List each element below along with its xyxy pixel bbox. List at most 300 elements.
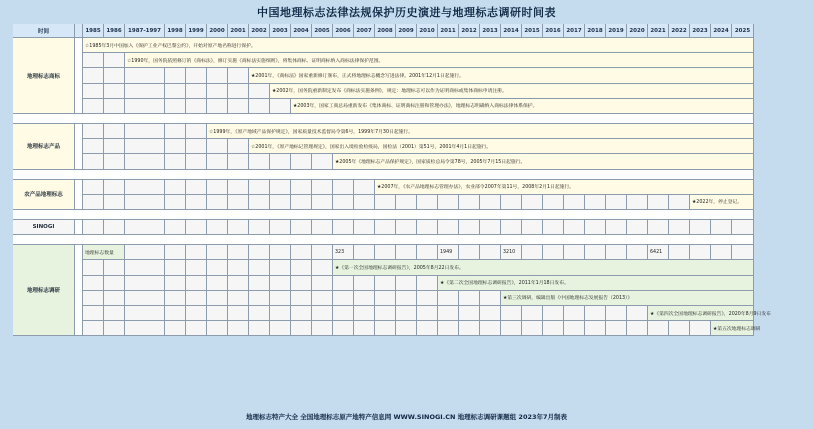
grid-cell [228, 220, 249, 235]
grid-cell [312, 154, 333, 169]
grid-cell [438, 306, 459, 321]
grid-cell [270, 154, 291, 169]
grid-cell [104, 68, 125, 83]
grid-cell [354, 245, 375, 260]
timeline-event: ★2003年，国家工商总局重新发布《集体商标、证明商标注册和管理办法》，地理标志明确纳入商标法律体系保护。 [291, 99, 754, 114]
header-spacer [75, 24, 83, 38]
category-side [75, 220, 83, 235]
category-side [75, 180, 83, 210]
grid-cell [648, 220, 669, 235]
timeline-event: ★2005年《地理标志产品保护规定》，国家质检总局令第78号，2005年7月15日起施行。 [333, 154, 754, 169]
grid-cell [83, 68, 104, 83]
grid-cell [207, 84, 228, 99]
grid-cell [375, 321, 396, 336]
grid-cell [606, 306, 627, 321]
grid-cell [125, 321, 165, 336]
grid-cell [732, 245, 754, 260]
year-header: 2025 [732, 24, 754, 38]
grid-cell [522, 245, 543, 260]
grid-cell [186, 124, 207, 139]
grid-cell [104, 195, 125, 210]
grid-cell [417, 321, 438, 336]
grid-cell [104, 139, 125, 154]
grid-cell [228, 291, 249, 306]
grid-cell [186, 195, 207, 210]
grid-cell [375, 195, 396, 210]
timeline-event: ★2001年，《商标法》国家重新修订颁布，正式将地理标志概念写进法律。2001年12月1日起施行。 [249, 68, 754, 83]
year-header: 2023 [690, 24, 711, 38]
grid-cell [354, 276, 375, 291]
year-header: 2020 [627, 24, 648, 38]
grid-cell [186, 245, 207, 260]
grid-cell [669, 321, 690, 336]
grid-cell [312, 291, 333, 306]
grid-cell [627, 220, 648, 235]
year-header: 2002 [249, 24, 270, 38]
grid-cell [291, 260, 312, 275]
grid-cell [438, 195, 459, 210]
grid-cell [207, 321, 228, 336]
grid-cell [312, 306, 333, 321]
year-header: 2013 [480, 24, 501, 38]
year-header: 2012 [459, 24, 480, 38]
grid-cell [186, 321, 207, 336]
year-header: 2007 [354, 24, 375, 38]
category-side [75, 124, 83, 170]
grid-cell [438, 321, 459, 336]
grid-cell [291, 195, 312, 210]
grid-cell [125, 276, 165, 291]
grid-cell [125, 245, 165, 260]
grid-cell [396, 291, 417, 306]
grid-cell [333, 180, 354, 195]
grid-cell [83, 321, 104, 336]
grid-cell [606, 245, 627, 260]
grid-cell [104, 306, 125, 321]
section-separator [13, 170, 754, 180]
category-label: 地理标志调研 [13, 245, 75, 336]
grid-cell [125, 99, 165, 114]
grid-cell [186, 139, 207, 154]
grid-cell [501, 220, 522, 235]
grid-cell [459, 220, 480, 235]
grid-cell [186, 291, 207, 306]
grid-cell [125, 68, 165, 83]
grid-cell [104, 291, 125, 306]
grid-cell [249, 84, 270, 99]
grid-cell [165, 306, 186, 321]
grid-cell [480, 220, 501, 235]
grid-cell [270, 99, 291, 114]
grid-cell [165, 99, 186, 114]
grid-cell [186, 154, 207, 169]
grid-cell [125, 306, 165, 321]
grid-cell [690, 321, 711, 336]
grid-cell [711, 245, 732, 260]
grid-cell [417, 195, 438, 210]
grid-cell [375, 276, 396, 291]
grid-cell [125, 124, 165, 139]
grid-cell [543, 245, 564, 260]
grid-cell [396, 276, 417, 291]
year-header: 2005 [312, 24, 333, 38]
year-header: 2001 [228, 24, 249, 38]
grid-cell [165, 260, 186, 275]
grid-cell [585, 195, 606, 210]
grid-cell [83, 180, 104, 195]
grid-cell [438, 291, 459, 306]
grid-cell [417, 276, 438, 291]
year-header: 2022 [669, 24, 690, 38]
count-label: 地理标志数量 [83, 245, 125, 260]
grid-cell [543, 306, 564, 321]
grid-cell [375, 306, 396, 321]
grid-cell [165, 68, 186, 83]
grid-cell [522, 306, 543, 321]
grid-cell [249, 154, 270, 169]
grid-cell [104, 276, 125, 291]
grid-cell [228, 139, 249, 154]
year-header: 2024 [711, 24, 732, 38]
grid-cell [564, 220, 585, 235]
grid-cell [83, 306, 104, 321]
year-header: 2015 [522, 24, 543, 38]
grid-cell [648, 195, 669, 210]
grid-cell [228, 245, 249, 260]
year-header: 2011 [438, 24, 459, 38]
category-label: SINOGI [13, 220, 75, 235]
section-separator [13, 235, 754, 245]
grid-cell [375, 220, 396, 235]
grid-cell [104, 220, 125, 235]
grid-cell [312, 180, 333, 195]
year-header: 2004 [291, 24, 312, 38]
timeline-event: ★2022年，停止登记。 [690, 195, 754, 210]
grid-cell [270, 276, 291, 291]
year-header: 2003 [270, 24, 291, 38]
grid-cell [165, 321, 186, 336]
category-side [75, 38, 83, 114]
timeline-event: ★2002年，国务院重新制定发布《商标法实施条例》，规定：地理标志可以作为证明商标或集体商标申请注册。 [270, 84, 754, 99]
grid-cell [83, 195, 104, 210]
grid-cell [165, 291, 186, 306]
grid-cell [333, 306, 354, 321]
grid-cell [564, 245, 585, 260]
grid-cell [207, 195, 228, 210]
grid-cell [83, 53, 104, 68]
grid-cell [270, 321, 291, 336]
grid-cell [312, 276, 333, 291]
grid-cell [375, 245, 396, 260]
grid-cell [690, 220, 711, 235]
grid-cell [207, 154, 228, 169]
grid-cell [585, 321, 606, 336]
count-value: 1949 [440, 250, 453, 256]
grid-cell [83, 276, 104, 291]
grid-cell [249, 260, 270, 275]
grid-cell [249, 180, 270, 195]
timeline-event: ☆1999年，《原产地域产品保护规定》，国家质量技术监督局令第6号，1999年7月30日起施行。 [207, 124, 754, 139]
grid-cell [165, 154, 186, 169]
year-header: 1985 [83, 24, 104, 38]
grid-cell [165, 245, 186, 260]
grid-cell [228, 154, 249, 169]
grid-cell [104, 260, 125, 275]
grid-cell [207, 68, 228, 83]
grid-cell [459, 245, 480, 260]
grid-cell [207, 276, 228, 291]
grid-cell [104, 99, 125, 114]
year-header: 2014 [501, 24, 522, 38]
grid-cell [83, 139, 104, 154]
grid-cell [83, 260, 104, 275]
grid-cell [83, 154, 104, 169]
grid-cell [291, 276, 312, 291]
grid-cell [627, 321, 648, 336]
grid-cell [459, 306, 480, 321]
grid-cell [165, 124, 186, 139]
grid-cell [627, 306, 648, 321]
section-separator [13, 114, 754, 124]
grid-cell [585, 245, 606, 260]
grid-cell [125, 154, 165, 169]
grid-cell [228, 195, 249, 210]
grid-cell [585, 306, 606, 321]
grid-cell [417, 245, 438, 260]
grid-cell [627, 245, 648, 260]
grid-cell [396, 220, 417, 235]
grid-cell [165, 220, 186, 235]
grid-cell [207, 139, 228, 154]
grid-cell [270, 291, 291, 306]
grid-cell [207, 99, 228, 114]
grid-cell [522, 321, 543, 336]
grid-cell [480, 291, 501, 306]
year-header: 2000 [207, 24, 228, 38]
grid-cell [83, 124, 104, 139]
grid-cell [333, 291, 354, 306]
grid-cell [125, 139, 165, 154]
grid-cell [480, 306, 501, 321]
category-side [75, 245, 83, 336]
grid-cell [732, 220, 754, 235]
grid-cell [375, 291, 396, 306]
grid-cell [249, 195, 270, 210]
grid-cell [291, 220, 312, 235]
grid-cell [207, 306, 228, 321]
year-header: 1998 [165, 24, 186, 38]
grid-cell [249, 99, 270, 114]
grid-cell [333, 195, 354, 210]
grid-cell [228, 68, 249, 83]
year-header: 2016 [543, 24, 564, 38]
grid-cell [186, 99, 207, 114]
grid-cell [270, 220, 291, 235]
grid-cell [125, 195, 165, 210]
grid-cell [249, 276, 270, 291]
grid-cell [104, 154, 125, 169]
grid-cell [354, 321, 375, 336]
grid-cell [104, 180, 125, 195]
grid-cell [501, 195, 522, 210]
grid-cell [291, 245, 312, 260]
year-header: 2021 [648, 24, 669, 38]
grid-cell [459, 291, 480, 306]
grid-cell [543, 220, 564, 235]
grid-cell [354, 180, 375, 195]
timeline-event: ☆1985年3月中国加入《保护工业产权巴黎公约》，开始对原产地名称进行保护。 [83, 38, 754, 53]
grid-cell [249, 245, 270, 260]
grid-cell [354, 220, 375, 235]
grid-cell [501, 306, 522, 321]
grid-cell [270, 195, 291, 210]
grid-cell [648, 321, 669, 336]
grid-cell [165, 276, 186, 291]
grid-cell [186, 306, 207, 321]
grid-cell [606, 195, 627, 210]
grid-cell [270, 260, 291, 275]
grid-cell [207, 291, 228, 306]
grid-cell [522, 195, 543, 210]
grid-cell [228, 260, 249, 275]
timeline-event: ★《第一次全国地理标志调研报告》，2005年8月22日发布。 [333, 260, 754, 275]
grid-cell [606, 220, 627, 235]
grid-cell [543, 195, 564, 210]
grid-cell [669, 195, 690, 210]
grid-cell [417, 220, 438, 235]
grid-cell [291, 180, 312, 195]
grid-cell [312, 321, 333, 336]
grid-cell [270, 180, 291, 195]
year-header: 2006 [333, 24, 354, 38]
grid-cell [312, 220, 333, 235]
grid-cell [228, 84, 249, 99]
grid-cell [312, 195, 333, 210]
grid-cell [291, 321, 312, 336]
grid-cell [270, 306, 291, 321]
category-label: 农产品地理标志 [13, 180, 75, 210]
grid-cell [396, 321, 417, 336]
grid-cell [249, 321, 270, 336]
grid-cell [669, 245, 690, 260]
grid-cell [186, 84, 207, 99]
grid-cell [104, 84, 125, 99]
grid-cell [333, 220, 354, 235]
section-separator [13, 210, 754, 220]
grid-cell [83, 99, 104, 114]
grid-cell [564, 306, 585, 321]
page-footer: 地理标志特产大全 全国地理标志原产地特产信息网 WWW.SINOGI.CN 地理标志调研课题组 2023年7月制表 [245, 413, 568, 421]
grid-cell [564, 195, 585, 210]
count-value: 323 [335, 250, 345, 256]
timeline-event: ★第三次调研，编辑出版《中国地理标志发展报告（2013）》 [501, 291, 754, 306]
grid-cell [104, 124, 125, 139]
grid-cell [354, 195, 375, 210]
timeline-event: ★《第二次全国地理标志调研报告》，2011年1月18日发布。 [438, 276, 754, 291]
grid-cell [270, 245, 291, 260]
grid-cell [459, 321, 480, 336]
timeline-event: ☆2001年，《原产地标记管理规定》，国家出入境检验检疫局，国检法（2001）第51号，2001年4月1日起施行。 [249, 139, 754, 154]
year-header: 2009 [396, 24, 417, 38]
page-title: 中国地理标志法律法规保护历史演进与地理标志调研时间表 [257, 6, 556, 19]
grid-cell [165, 84, 186, 99]
grid-cell [480, 321, 501, 336]
grid-cell [396, 195, 417, 210]
grid-cell [606, 321, 627, 336]
year-header: 2008 [375, 24, 396, 38]
grid-cell [125, 260, 165, 275]
grid-cell [207, 260, 228, 275]
timeline-event: ★第五次地理标志调研 [711, 321, 754, 336]
grid-cell [104, 321, 125, 336]
year-header: 2018 [585, 24, 606, 38]
grid-cell [585, 220, 606, 235]
year-header: 1986 [104, 24, 125, 38]
grid-cell [186, 68, 207, 83]
grid-cell [354, 291, 375, 306]
grid-cell [690, 245, 711, 260]
grid-cell [396, 245, 417, 260]
year-header: 2017 [564, 24, 585, 38]
grid-cell [228, 276, 249, 291]
grid-cell [480, 195, 501, 210]
grid-cell [186, 220, 207, 235]
grid-cell [291, 154, 312, 169]
grid-cell [125, 84, 165, 99]
grid-cell [186, 260, 207, 275]
grid-cell [186, 180, 207, 195]
year-header: 1987-1997 [125, 24, 165, 38]
grid-cell [165, 139, 186, 154]
grid-cell [125, 220, 165, 235]
count-value: 3210 [503, 250, 516, 256]
grid-cell [543, 321, 564, 336]
grid-cell [83, 84, 104, 99]
grid-cell [522, 220, 543, 235]
grid-cell [480, 245, 501, 260]
grid-cell [104, 53, 125, 68]
grid-cell [249, 220, 270, 235]
grid-cell [125, 291, 165, 306]
grid-cell [291, 291, 312, 306]
grid-cell [501, 321, 522, 336]
grid-cell [354, 306, 375, 321]
count-value: 6421 [650, 250, 663, 256]
grid-cell [627, 195, 648, 210]
grid-cell [417, 291, 438, 306]
grid-cell [249, 306, 270, 321]
grid-cell [711, 220, 732, 235]
grid-cell [207, 180, 228, 195]
grid-cell [669, 220, 690, 235]
grid-cell [564, 321, 585, 336]
grid-cell [417, 306, 438, 321]
grid-cell [207, 245, 228, 260]
grid-cell [438, 220, 459, 235]
grid-cell [83, 220, 104, 235]
timeline-event: ☆1990年，国务院依照修订的《商标法》，修订实施《商标法实施细则》，将集体商标、证明商标纳入商标法律保护范围。 [125, 53, 754, 68]
grid-cell [165, 195, 186, 210]
grid-cell [312, 245, 333, 260]
category-label: 地理标志产品 [13, 124, 75, 170]
category-label: 地理标志商标 [13, 38, 75, 114]
grid-cell [125, 180, 165, 195]
grid-cell [333, 321, 354, 336]
timeline-event: ★《第四次全国地理标志调研报告》，2020年8月9日发布 [648, 306, 754, 321]
grid-cell [228, 306, 249, 321]
grid-cell [186, 276, 207, 291]
year-header: 2010 [417, 24, 438, 38]
